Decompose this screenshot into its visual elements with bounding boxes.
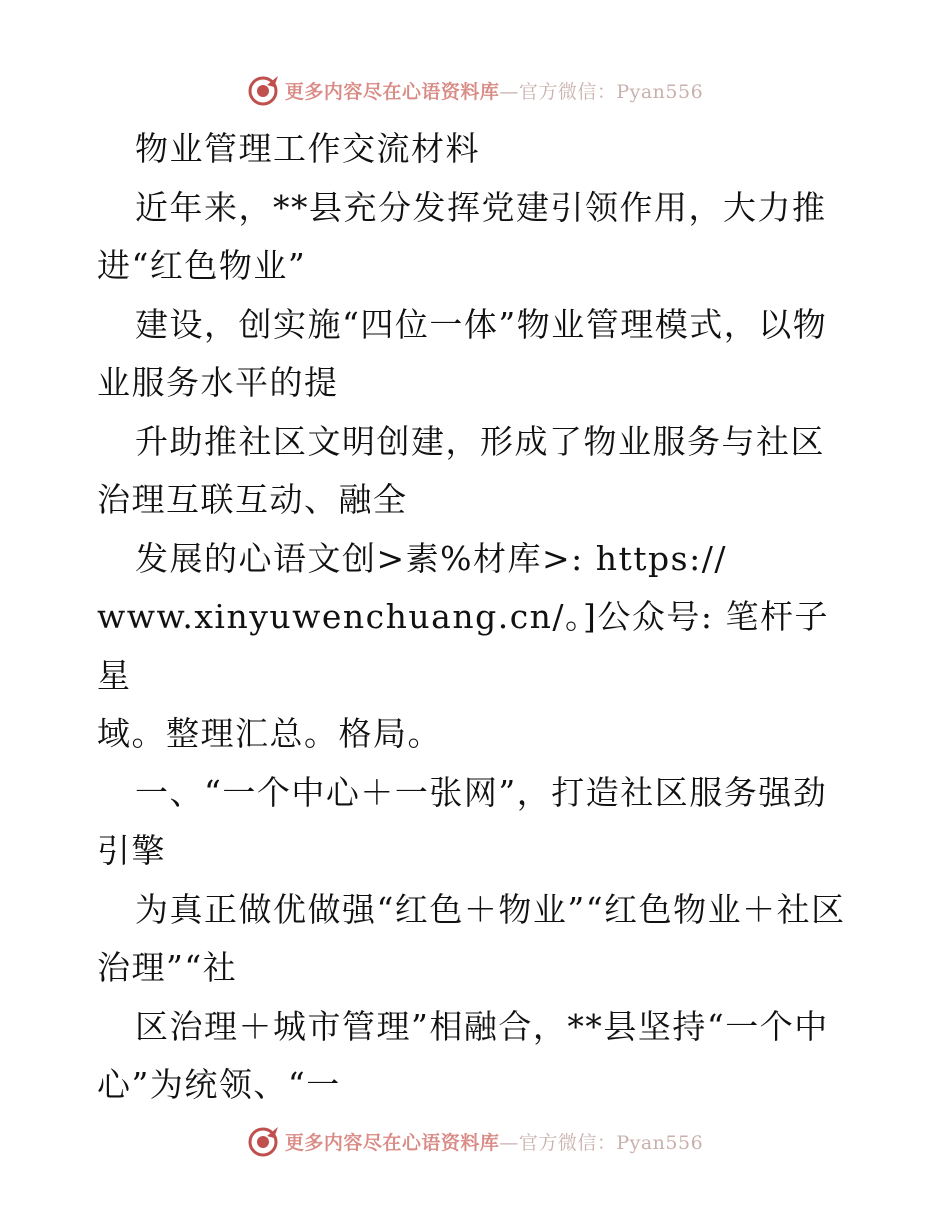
document-title: 物业管理工作交流材料 <box>135 129 480 168</box>
paragraph-5: www.xinyuwenchuang.cn/。]公众号: 笔杆子星 <box>97 597 830 695</box>
footer-watermark <box>0 1121 950 1161</box>
brand-logo-icon <box>247 1124 281 1158</box>
brand-logo-icon <box>247 73 281 107</box>
paragraph-8: 为真正做优做强“红色＋物业”“红色物业＋社区治理”“社 <box>97 889 846 987</box>
paragraph-1: 近年来，**县充分发挥党建引领作用，大力推进“红色物业” <box>97 187 827 285</box>
header-watermark <box>0 70 950 110</box>
paragraph-4: 发展的心语文创>素%材库>: https:// <box>135 538 727 578</box>
paragraph-6: 域。整理汇总。格局。 <box>97 714 442 753</box>
section-heading-1: 一、“一个中心＋一张网”，打造社区服务强劲引擎 <box>97 772 828 870</box>
paragraph-2: 建设，创实施“四位一体”物业管理模式，以物业服务水平的提 <box>97 304 828 402</box>
paragraph-9: 区治理＋城市管理”相融合，**县坚持“一个中心”为统领、“一 <box>97 1006 829 1104</box>
watermark-contact: 官方微信：Pyan556 <box>518 80 704 103</box>
watermark-brand: 更多内容尽在心语资料库 <box>284 80 500 103</box>
document-body <box>97 120 857 1115</box>
watermark-contact: 官方微信：Pyan556 <box>518 1131 704 1154</box>
watermark-separator: — <box>499 1131 519 1154</box>
paragraph-3: 升助推社区文明创建，形成了物业服务与社区治理互联互动、融全 <box>97 421 825 519</box>
watermark-separator: — <box>499 80 519 103</box>
watermark-brand: 更多内容尽在心语资料库 <box>284 1131 500 1154</box>
